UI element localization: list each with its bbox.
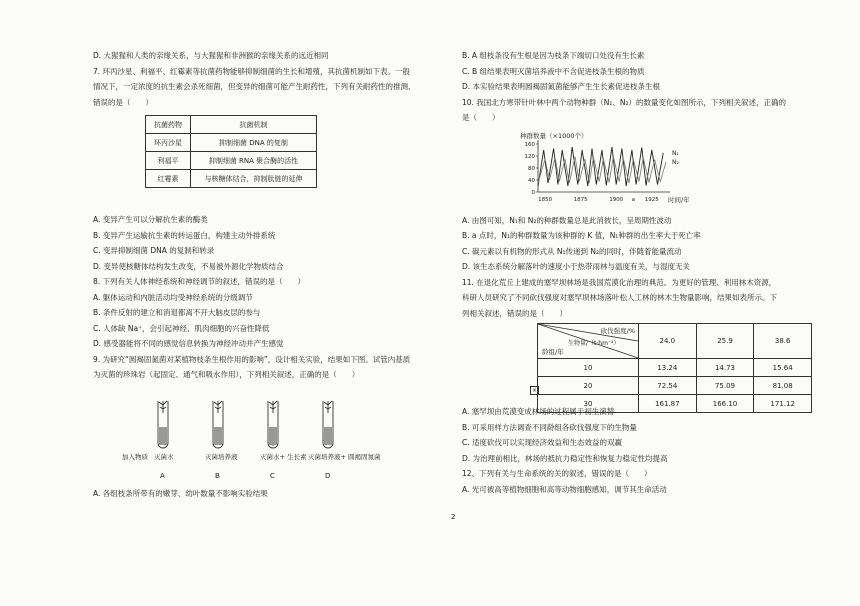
- tube-letter-a: A: [160, 472, 165, 480]
- chart-y-tick-label: 160: [524, 142, 535, 148]
- q6-option-d: D. 大猩猩和人类的亲缘关系，与大猩猩和非洲猴的亲缘关系的远近相同: [93, 51, 329, 60]
- q7-stem: 错误的是（ ）: [93, 97, 153, 107]
- chart-x-tick-label: a: [631, 197, 635, 203]
- tube-label-c: 灭菌水+ 生长素: [260, 453, 307, 461]
- table-cell: 75.09: [696, 377, 754, 395]
- table-cell: 166.10: [696, 395, 754, 413]
- table-cell: 利福平: [146, 152, 191, 170]
- table-cell: 抑制细菌 DNA 的复制: [191, 134, 317, 152]
- tube-letter-b: B: [215, 472, 220, 480]
- chart-y-tick-label: 40: [528, 178, 535, 184]
- chart-x-axis-label: 时间/年: [668, 196, 690, 204]
- table-header-row: [538, 324, 812, 359]
- table-column-header: 25.9: [696, 324, 754, 359]
- q7-stem: 情况下，一定浓度的抗生素会杀死细菌，但变异的细菌可能产生耐药性，下列有关耐药性的推测、: [93, 82, 416, 91]
- q7-option-d: D. 变异使核糖体结构发生改变，不易被外源化学物质结合: [93, 261, 284, 271]
- chart-x-tick-label: 1875: [573, 197, 588, 203]
- q9-option-a: A. 各组枝条所带有的嫩芽、幼叶数量不影响实验结果: [93, 488, 268, 498]
- chart-x-tick-label: 1850: [538, 197, 553, 203]
- table-row: [538, 359, 812, 377]
- q11-stem: 列相关叙述，错误的是（ ）: [462, 308, 567, 318]
- q10-option-b: B. a 点时，N₁的种群数量为该种群的 K 值，N₁种群的出生率大于死亡率: [462, 231, 701, 240]
- chart-y-tick-label: 120: [524, 154, 535, 160]
- q12-stem: 12、下列有关与生命系统的关的叙述，错误的是（ ）: [462, 469, 652, 478]
- table-cell: 161.87: [639, 395, 697, 413]
- table-row: [146, 170, 317, 188]
- tube-label-substance: 加入物质: [122, 453, 148, 461]
- tube-label-a: 灭菌水: [154, 453, 174, 461]
- chart-x-tick-label: 1925: [644, 197, 659, 203]
- table-cell: 171.12: [754, 395, 812, 413]
- q9-stem: 9. 为研究“圆褐固氮菌对某植物枝条生根作用的影响”，设计相关实验，结果如下图。试管内基质: [93, 354, 411, 364]
- tube-label-b: 灭菌培养液: [205, 453, 238, 461]
- q10-stem: 10. 我国北方寒带针叶林中两个动物种群（N₁、N₂）的数量变化如图所示，下列相关叙述，正确的: [462, 97, 787, 107]
- table-row: [146, 134, 317, 152]
- table-cell: 抗菌机制: [191, 116, 317, 134]
- q10-stem: 是（ ）: [462, 113, 500, 122]
- chart-y-tick-label: 0: [531, 190, 535, 196]
- q8-option-c: C. 人体缺 Na⁺，会引起神经、肌肉细胞的兴奋性降低: [93, 323, 270, 333]
- q12-option-a: A. 光可被高等植物细胞和高等动物细胞感知，调节其生命活动: [462, 484, 667, 494]
- q9-test-tube-figure: [122, 393, 381, 483]
- q9-option-c: C. B 组结果表明灭菌培养液中不含促进枝条生根的物质: [462, 66, 645, 76]
- table-row: [146, 152, 317, 170]
- q11-option-a: A. 塞罕坝由荒漠变成林场的过程属于初生演替: [462, 407, 615, 416]
- q10-option-a: A. 由图可知，N₁和 N₂的种群数量总是此消彼长，呈周期性波动: [462, 215, 672, 225]
- corner-label-bottom: 龄组/年: [542, 348, 564, 356]
- table-cell: 环丙沙星: [146, 134, 191, 152]
- table-cell: 与核糖体结合，抑制肽链的延伸: [191, 170, 317, 188]
- q7-stem: 7. 环丙沙星、利福平、红霉素等抗菌药物能够抑制细菌的生长和增殖，其抗菌机制如下表。一般: [93, 66, 411, 76]
- q7-option-a: A. 变异产生可以分解抗生素的酶类: [93, 215, 208, 224]
- scan-mark-icon: ×: [531, 387, 538, 394]
- table-cell: 10: [538, 359, 639, 377]
- q8-option-a: A. 躯体运动和内脏活动均受神经系统的分级调节: [93, 292, 253, 302]
- q7-antibiotic-table: [145, 115, 317, 188]
- chart-legend-label: N₂: [672, 159, 679, 166]
- q11-stem: 科研人员研究了不同砍伐强度对塞罕坝林场落叶松人工林的林木生物量影响，结果如表所示。下: [462, 293, 777, 302]
- q9-stem: 为灭菌的珍珠岩（起固定、通气和吸水作用），下列相关叙述，正确的是（ ）: [93, 370, 360, 379]
- q10-option-c: C. 碳元素以有机物的形式从 N₁传递到 N₂的同时，伴随着能量流动: [462, 246, 682, 256]
- table-row: [538, 395, 812, 413]
- corner-label-mid: 生物量/（t·hm⁻²）: [568, 340, 620, 347]
- q8-option-d: D. 感受器能将不同的感觉信息转换为神经冲动并产生感觉: [93, 339, 284, 348]
- table-column-header: 24.0: [639, 324, 697, 359]
- table-cell: 72.54: [639, 377, 697, 395]
- q11-option-c: C. 适度砍伐可以实现经济效益和生态效益的双赢: [462, 438, 623, 447]
- chart-y-axis-label: 种群数量（×1000个）: [520, 132, 588, 140]
- q10-option-d: D. 该生态系统分解落叶的速度小于热带雨林与温度有关，与湿度无关: [462, 262, 691, 271]
- q8-stem: 8. 下列有关人体神经系统和神经调节的叙述，错误的是（ ）: [93, 277, 306, 286]
- table-cell: 红霉素: [146, 170, 191, 188]
- table-header-row: [146, 116, 317, 134]
- q11-option-b: B. 可采用样方法调查不同龄组各砍伐强度下的生物量: [462, 422, 637, 432]
- chart-y-tick-label: 80: [528, 166, 535, 172]
- table-column-header: 38.6: [754, 324, 812, 359]
- table-cell: 14.73: [696, 359, 754, 377]
- table-cell: 30: [538, 395, 639, 413]
- tube-label-d: 灭菌培养液+ 圆褐固氮菌: [308, 453, 381, 461]
- table-cell: 13.24: [639, 359, 697, 377]
- right-column: [462, 0, 822, 497]
- table-corner-cell: [538, 324, 639, 359]
- q11-option-d: D. 为治理前相比，林场的抵抗力稳定性和恢复力稳定性均提高: [462, 453, 668, 463]
- q8-option-b: B. 条件反射的建立和消退都离不开大脑皮层的参与: [93, 308, 261, 317]
- q9-option-b: B. A 组枝条没有生根是因为枝条下端切口处没有生长素: [462, 51, 645, 60]
- table-cell: 81.08: [754, 377, 812, 395]
- q10-population-chart: [516, 130, 696, 208]
- chart-x-tick-label: 1900: [609, 197, 624, 203]
- q11-biomass-table: [537, 323, 812, 413]
- tube-letter-d: D: [325, 472, 331, 480]
- table-cell: 20: [538, 377, 639, 395]
- chart-legend-label: N₁: [672, 150, 679, 157]
- table-cell: 15.64: [754, 359, 812, 377]
- table-row: [538, 377, 812, 395]
- q7-option-b: B. 变异产生运输抗生素的转运蛋白，构建主动外排系统: [93, 230, 276, 240]
- page-number: 2: [451, 513, 456, 521]
- tube-letter-c: C: [270, 472, 275, 480]
- table-cell: 抑制细菌 RNA 聚合酶的活性: [191, 152, 317, 170]
- table-cell: 抗菌药物: [146, 116, 191, 134]
- q9-option-d: D. 本实验结果表明圆褐固氮菌能够产生生长素促进枝条生根: [462, 82, 661, 91]
- q11-stem: 11. 在退化荒丘上建成的塞罕坝林场是我国荒漠化治理的典范。为更好的管理、利用林木资源，: [462, 277, 777, 287]
- corner-label-top: 砍伐强度/%: [600, 327, 635, 335]
- q7-option-c: C. 变异抑制细菌 DNA 的复制和转录: [93, 246, 215, 255]
